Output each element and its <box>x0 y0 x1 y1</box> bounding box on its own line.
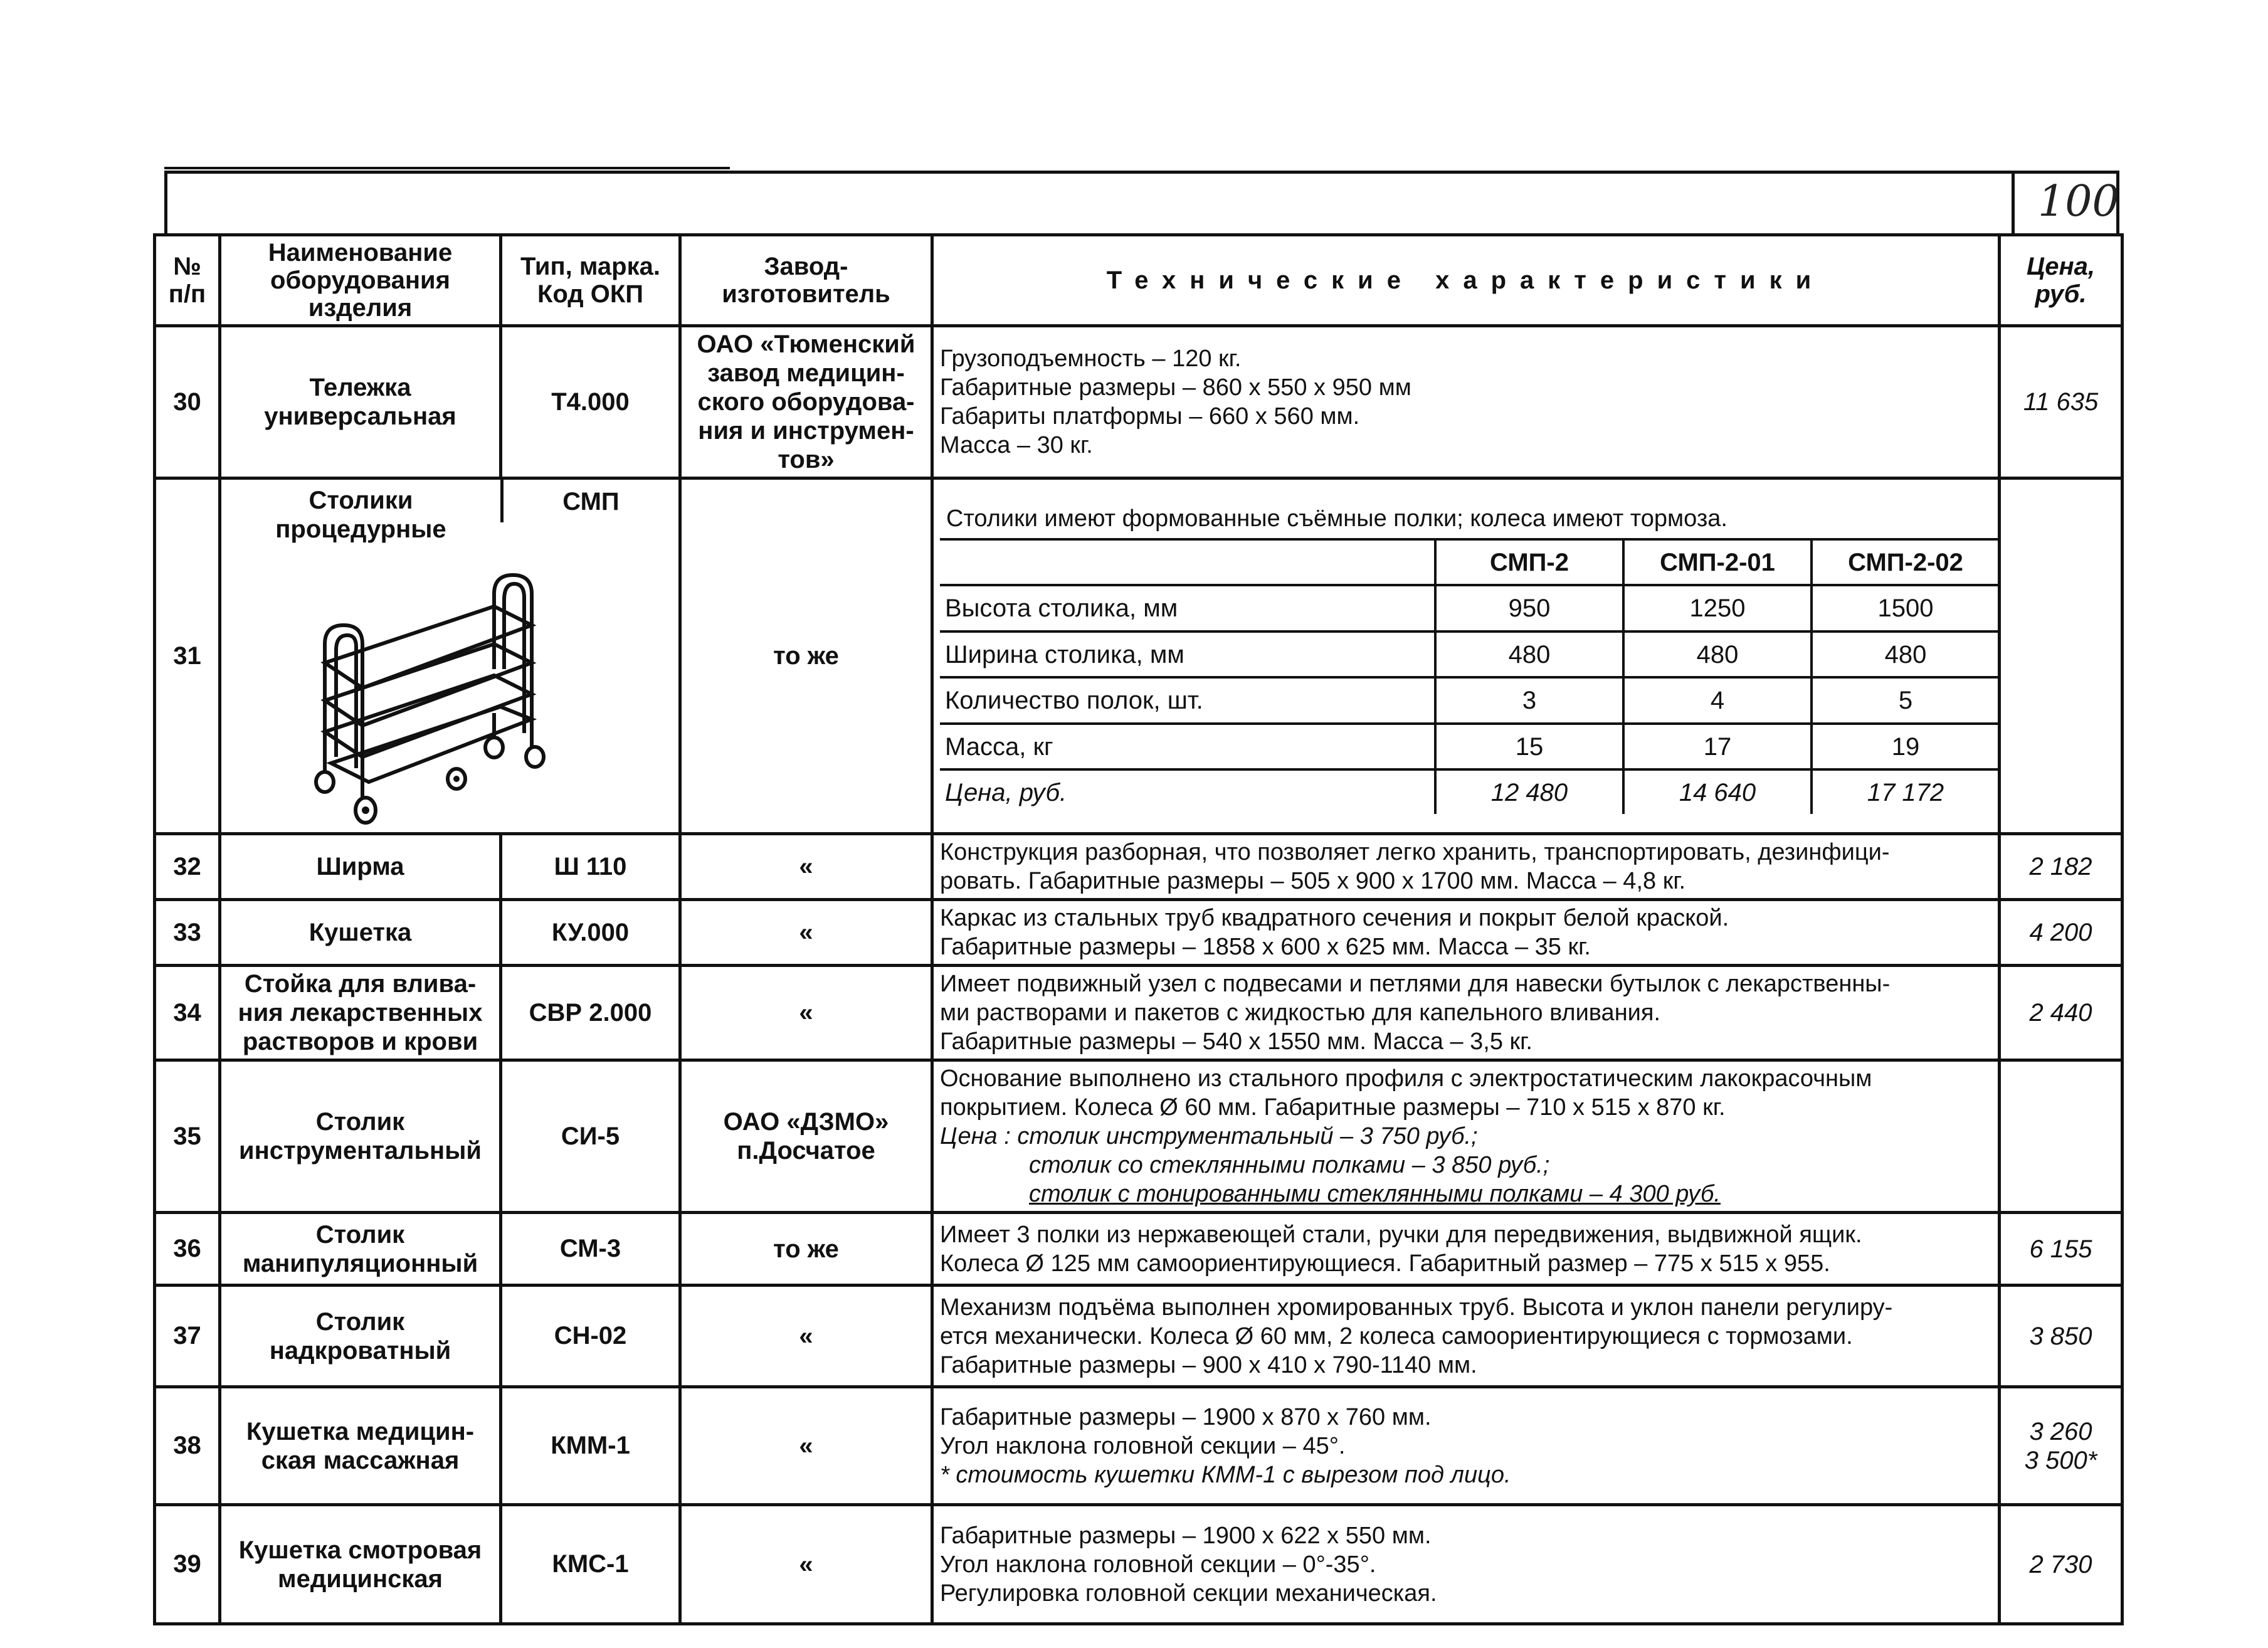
variant-row <box>940 724 2000 769</box>
spec-line: Угол наклона головной секции – 0°-35°. <box>940 1551 1376 1578</box>
item-price: 11 635 <box>2000 326 2123 478</box>
item-manufacturer: « <box>680 834 932 900</box>
variant-header: СМП-2-01 <box>1623 539 1812 585</box>
header-specs: Технические характеристики <box>932 235 2000 326</box>
page-number: 100 <box>2038 177 2119 226</box>
header-type: Тип, марка. Код ОКП <box>501 235 680 326</box>
item-specs <box>932 834 2000 900</box>
variant-value: 480 <box>1812 631 2000 677</box>
variant-value: 4 <box>1623 677 1812 723</box>
item-specs <box>932 1060 2000 1213</box>
table-row <box>155 1286 2123 1387</box>
variant-value: 3 <box>1435 677 1623 723</box>
item-specs <box>932 900 2000 966</box>
item-price <box>2000 478 2123 834</box>
row-number: 39 <box>155 1505 220 1624</box>
item-name: Кушетка медицин-ская массажная <box>220 1387 501 1505</box>
variant-label: Высота столика, мм <box>940 585 1435 631</box>
item-manufacturer: то же <box>680 478 932 834</box>
item-type: КУ.000 <box>501 900 680 966</box>
spec-price-line: столик со стеклянными полками – 3 850 руб.; <box>1029 1152 1550 1178</box>
spec-line: Основание выполнено из стального профиля с электростатическим лакокрасочным <box>940 1065 1872 1092</box>
header-num: № п/п <box>155 235 220 326</box>
header-name: Наименование оборудования изделия <box>220 235 501 326</box>
item-name: Столик надкроватный <box>220 1286 501 1387</box>
item-name-and-image <box>220 478 680 834</box>
row-number: 31 <box>155 478 220 834</box>
row-number: 38 <box>155 1387 220 1505</box>
item-name: Тележка универсальная <box>220 326 501 478</box>
item-name: Кушетка <box>220 900 501 966</box>
variant-row <box>940 677 2000 723</box>
table-row <box>155 1387 2123 1505</box>
spec-line: Имеет 3 полки из нержавеющей стали, ручки для передвижения, выдвижной ящик. <box>940 1221 1862 1248</box>
item-manufacturer: « <box>680 900 932 966</box>
spec-price-line: столик с тонированными стеклянными полками – 4 300 руб. <box>1029 1181 1721 1207</box>
variant-row <box>940 585 2000 631</box>
variant-value: 5 <box>1812 677 2000 723</box>
page-header-box <box>164 171 2119 233</box>
item-manufacturer: « <box>680 1387 932 1505</box>
header-price: Цена, руб. <box>2000 235 2123 326</box>
item-manufacturer: « <box>680 966 932 1060</box>
spec-line: Угол наклона головной секции – 45°. <box>940 1432 1346 1459</box>
spec-line: Масса – 30 кг. <box>940 432 1093 458</box>
item-type: КМС-1 <box>501 1505 680 1624</box>
item-specs <box>932 1213 2000 1286</box>
spec-line: Грузоподъемность – 120 кг. <box>940 346 1242 372</box>
spec-line: Каркас из стальных труб квадратного сечения и покрыт белой краской. <box>940 905 1729 931</box>
price-value: 3 260 <box>2029 1417 2092 1445</box>
row-number: 35 <box>155 1060 220 1213</box>
spec-line: Габаритные размеры – 860 х 550 х 950 мм <box>940 374 1411 401</box>
row-number: 34 <box>155 966 220 1060</box>
item-price: 2 440 <box>2000 966 2123 1060</box>
item-specs <box>932 1505 2000 1624</box>
table-row <box>155 966 2123 1060</box>
variant-value: 17 <box>1623 724 1812 769</box>
variant-price-row <box>940 769 2000 814</box>
spec-line: Габаритные размеры – 900 х 410 х 790-1140 мм. <box>940 1351 1477 1378</box>
item-specs <box>932 326 2000 478</box>
table-row <box>155 900 2123 966</box>
spec-line: Габариты платформы – 660 х 560 мм. <box>940 403 1360 430</box>
variant-label: Ширина столика, мм <box>940 631 1435 677</box>
spec-line: Механизм подъёма выполнен хромированных труб. Высота и уклон панели регулиру- <box>940 1294 1893 1321</box>
variant-value: 1250 <box>1623 585 1812 631</box>
item-type: СН-02 <box>501 1286 680 1387</box>
variant-header-row <box>940 539 2000 585</box>
variant-header-empty <box>940 539 1435 585</box>
item-manufacturer: « <box>680 1505 932 1624</box>
item-price: 4 200 <box>2000 900 2123 966</box>
item-name: Стойка для влива-ния лекарственных растворов и крови <box>220 966 501 1060</box>
row-number: 36 <box>155 1213 220 1286</box>
price-value-alt: 3 500* <box>2024 1446 2097 1474</box>
variant-value: 15 <box>1435 724 1623 769</box>
spec-line: ми растворами и пакетов с жидкостью для капельного вливания. <box>940 1000 1661 1026</box>
spec-line: Габаритные размеры – 1900 х 870 х 760 мм. <box>940 1403 1432 1430</box>
row-number: 30 <box>155 326 220 478</box>
item-type: Т4.000 <box>501 326 680 478</box>
spec-line: Габаритные размеры – 1858 х 600 х 625 мм. Масса – 35 кг. <box>940 934 1591 960</box>
variant-table <box>940 538 2001 814</box>
row-number: 32 <box>155 834 220 900</box>
table-row <box>155 1505 2123 1624</box>
spec-note: * стоимость кушетки КММ-1 с вырезом под лицо. <box>940 1461 1511 1488</box>
item-name: Столики процедурные <box>275 487 446 543</box>
item-name: Столик манипуляционный <box>220 1213 501 1286</box>
table-row <box>155 834 2123 900</box>
spec-line: Имеет подвижный узел с подвесами и петлями для навески бутылок с лекарственны- <box>940 971 1891 997</box>
item-specs <box>932 478 2000 834</box>
spec-line: Конструкция разборная, что позволяет легко хранить, транспортировать, дезинфици- <box>940 839 1890 865</box>
variant-header: СМП-2 <box>1435 539 1623 585</box>
item-type: СМ-3 <box>501 1213 680 1286</box>
item-type: КММ-1 <box>501 1387 680 1505</box>
spec-line: Габаритные размеры – 540 х 1550 мм. Масса – 3,5 кг. <box>940 1028 1532 1055</box>
variant-value: 1500 <box>1812 585 2000 631</box>
item-type: СИ-5 <box>501 1060 680 1213</box>
item-price: 2 730 <box>2000 1505 2123 1624</box>
spec-line: ется механически. Колеса Ø 60 мм, 2 колеса самоориентирующиеся с тормозами. <box>940 1323 1853 1350</box>
row-number: 33 <box>155 900 220 966</box>
item-price: 6 155 <box>2000 1213 2123 1286</box>
variant-label: Количество полок, шт. <box>940 677 1435 723</box>
variant-value: 950 <box>1435 585 1623 631</box>
table-row <box>155 1213 2123 1286</box>
spec-line: Колеса Ø 125 мм самоориентирующиеся. Габаритный размер – 775 х 515 х 955. <box>940 1250 1830 1277</box>
equipment-table <box>153 233 2124 1625</box>
spec-line: Габаритные размеры – 1900 х 622 х 550 мм. <box>940 1522 1432 1549</box>
variant-label: Цена, руб. <box>940 769 1435 814</box>
item-type: СМП <box>500 480 678 522</box>
row-number: 37 <box>155 1286 220 1387</box>
item-manufacturer: то же <box>680 1213 932 1286</box>
item-price: 3 850 <box>2000 1286 2123 1387</box>
variant-value: 480 <box>1435 631 1623 677</box>
item-manufacturer: ОАО «ДЗМО» п.Досчатое <box>680 1060 932 1213</box>
item-specs <box>932 1286 2000 1387</box>
item-manufacturer: « <box>680 1286 932 1387</box>
header-manufacturer: Завод-изготовитель <box>680 235 932 326</box>
item-price: 2 182 <box>2000 834 2123 900</box>
variant-header: СМП-2-02 <box>1812 539 2000 585</box>
spec-price-line: Цена : столик инструментальный – 3 750 руб.; <box>940 1123 1478 1149</box>
variant-row <box>940 631 2000 677</box>
item-specs <box>932 966 2000 1060</box>
item-name: Столик инструментальный <box>220 1060 501 1213</box>
item-name: Ширма <box>220 834 501 900</box>
item-price <box>2000 1060 2123 1213</box>
table-row <box>155 326 2123 478</box>
spec-line: покрытием. Колеса Ø 60 мм. Габаритные размеры – 710 х 515 х 870 кг. <box>940 1094 1726 1121</box>
table-row <box>155 478 2123 834</box>
spec-intro: Столики имеют формованные съёмные полки; колеса имеют тормоза. <box>946 505 1727 532</box>
variant-price: 14 640 <box>1623 769 1812 814</box>
table-row <box>155 1060 2123 1213</box>
variant-value: 480 <box>1623 631 1812 677</box>
item-price <box>2000 1387 2123 1505</box>
procedure-table-illustration <box>287 569 613 832</box>
spec-line: ровать. Габаритные размеры – 505 х 900 х 1700 мм. Масса – 4,8 кг. <box>940 868 1686 894</box>
item-specs <box>932 1387 2000 1505</box>
item-manufacturer: ОАО «Тюменский завод медицин-ского оборудова-ния и инструмен-тов» <box>680 326 932 478</box>
variant-label: Масса, кг <box>940 724 1435 769</box>
top-rule <box>164 167 730 169</box>
spec-line: Регулировка головной секции механическая. <box>940 1580 1437 1607</box>
variant-price: 12 480 <box>1435 769 1623 814</box>
header-row <box>155 235 2123 326</box>
item-type: СВР 2.000 <box>501 966 680 1060</box>
variant-value: 19 <box>1812 724 2000 769</box>
item-type: Ш 110 <box>501 834 680 900</box>
item-name: Кушетка смотровая медицинская <box>220 1505 501 1624</box>
variant-price: 17 172 <box>1812 769 2000 814</box>
